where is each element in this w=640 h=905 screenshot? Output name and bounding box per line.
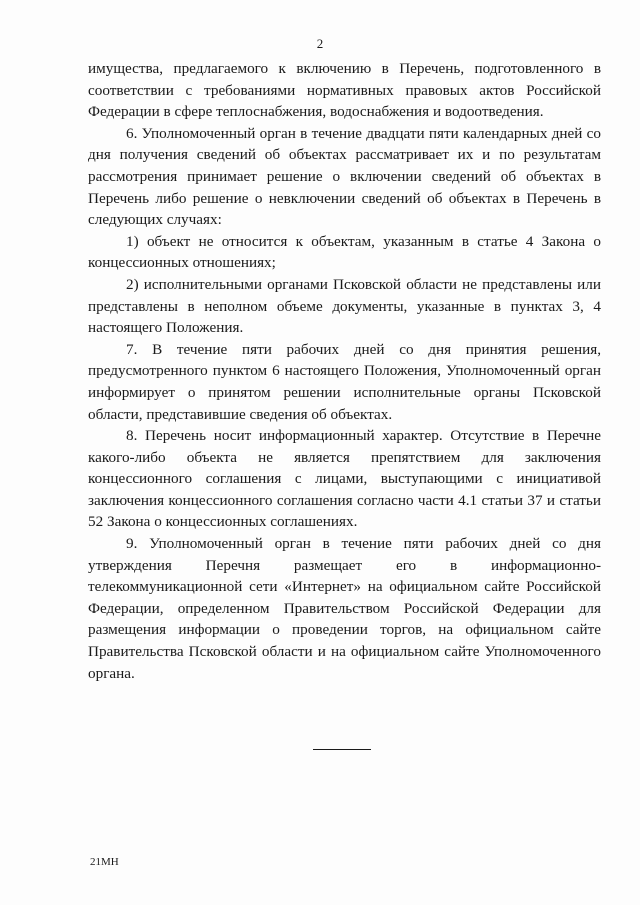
- paragraph-item-6-1: 1) объект не относится к объектам, указанным в статье 4 Закона о концессионных отношениях;: [88, 232, 601, 272]
- paragraph-continuation: имущества, предлагаемого к включению в Перечень, подготовленного в соответствии с требованиями нормативных правовых актов Российской Федерации в сфере теплоснабжения, водоснабжения и водоотведения.: [88, 60, 601, 121]
- paragraph-item-9: 9. Уполномоченный орган в течение пяти рабочих дней со дня утверждения Перечня размещает его в информационно-телекоммуникационной сети «Интернет» на официальном сайте Российской Федерации, определенном Правительством Российской Федерации для размещения информации о проведении торгов, на официальном сайте Правительства Псковской области и на официальном сайте Уполномоченного органа.: [88, 535, 601, 682]
- document-code: 21МН: [90, 856, 119, 868]
- document-body: [88, 58, 601, 684]
- paragraph-item-6-2: 2) исполнительными органами Псковской области не представлены или представлены в неполном объеме документы, указанные в пунктах 3, 4 настоящего Положения.: [88, 275, 601, 337]
- paragraph-item-6: 6. Уполномоченный орган в течение двадцати пяти календарных дней со дня получения сведений об объектах рассматривает их и по результатам рассмотрения принимает решение о включении сведений об объектах в Перечень либо решение о невключении сведений об объектах в Перечень в следующих случаях:: [88, 124, 601, 229]
- closing-divider: [313, 749, 371, 750]
- page-number: 2: [316, 36, 324, 51]
- paragraph-item-8: 8. Перечень носит информационный характер. Отсутствие в Перечне какого-либо объекта не является препятствием для заключения концессионного соглашения с лицами, выступающими с инициативой заключения концессионного соглашения согласно части 4.1 статьи 37 и статьи 52 Закона о концессионных соглашениях.: [88, 427, 601, 531]
- paragraph-item-7: 7. В течение пяти рабочих дней со дня принятия решения, предусмотренного пунктом 6 настоящего Положения, Уполномоченный орган информирует о принятом решении исполнительные органы Псковской области, представившие сведения об объектах.: [88, 340, 601, 423]
